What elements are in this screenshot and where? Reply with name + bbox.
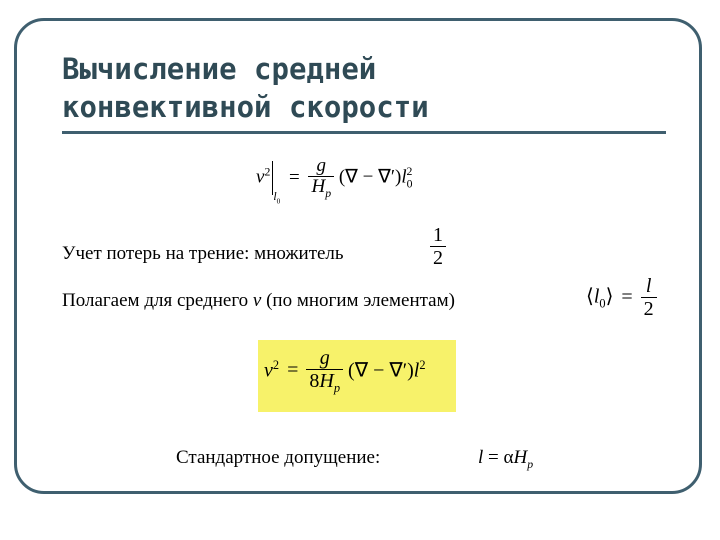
eq1-l0-power: 2 <box>406 165 413 179</box>
eq2-v: v <box>264 359 273 382</box>
title-underline <box>62 131 666 134</box>
eq1-equals: = <box>289 166 300 188</box>
eq1-l0-index: 0 <box>406 177 413 191</box>
average-l0-formula <box>586 276 657 320</box>
equation-mean-velocity <box>264 348 426 396</box>
friction-den: 2 <box>430 246 446 269</box>
friction-factor <box>430 225 446 269</box>
slide-title <box>62 50 429 126</box>
eq1-den-H: H <box>311 175 326 197</box>
eq2-den-p: p <box>333 381 341 395</box>
standard-eq-alpha: = α <box>483 447 514 468</box>
eq1-eval-l-index: 0 <box>276 195 281 205</box>
title-line-1: Вычисление средней <box>62 52 377 86</box>
eq2-l: l <box>413 359 420 382</box>
eq1-den-p: p <box>325 186 332 200</box>
eq2-v-power: 2 <box>272 357 280 372</box>
average-l0: l <box>593 285 600 308</box>
eq2-fraction <box>306 348 343 396</box>
eq1-eval-l: l <box>273 189 277 203</box>
title-line-2: конвективной скорости <box>62 90 429 124</box>
eq2-gradient-diff: (∇ − ∇′) <box>348 359 414 382</box>
average-rang: ⟩ <box>605 285 614 308</box>
average-den: 2 <box>641 297 657 320</box>
eq2-l-power: 2 <box>419 357 426 372</box>
eq2-equals: = <box>287 359 299 382</box>
average-num-l: l <box>645 275 652 297</box>
equation-velocity-at-l0 <box>256 155 413 205</box>
standard-p: p <box>527 457 534 471</box>
standard-formula <box>478 447 533 472</box>
average-text <box>62 290 455 312</box>
average-text-suffix: (по многим элементам) <box>261 290 455 311</box>
average-equals: = <box>621 285 633 308</box>
eq1-gradient-diff: (∇ − ∇′) <box>338 166 402 188</box>
eq1-l0: l <box>401 166 407 188</box>
standard-l: l <box>478 447 484 468</box>
eq1-num-g: g <box>316 155 327 176</box>
eq2-den-H: H <box>319 370 334 392</box>
standard-label: Стандартное допущение: <box>176 447 381 468</box>
eq1-v: v <box>256 166 265 188</box>
eq1-v-power: 2 <box>264 165 271 179</box>
average-text-var: v <box>252 290 262 311</box>
eq1-fraction <box>308 156 334 201</box>
friction-text: Учет потерь на трение: множитель <box>62 243 344 264</box>
average-l0-index: 0 <box>599 296 606 311</box>
standard-H: H <box>513 447 528 468</box>
eq2-den-8: 8 <box>309 370 320 392</box>
eq2-num-g: g <box>319 347 330 369</box>
average-text-prefix: Полагаем для среднего <box>62 290 253 311</box>
friction-num: 1 <box>433 224 443 246</box>
average-lang: ⟨ <box>586 285 594 308</box>
